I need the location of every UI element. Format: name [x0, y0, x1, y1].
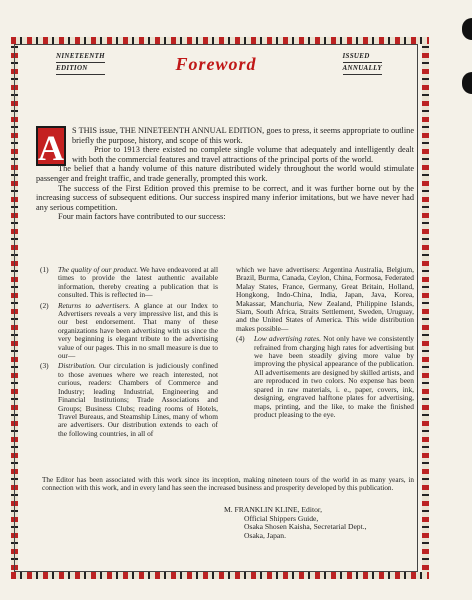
- signature-line: Official Shippers Guide,: [244, 513, 319, 523]
- left-column: [40, 266, 218, 440]
- intro-paragraph: Four main factors have contributed to our success:: [58, 212, 226, 222]
- list-item: (2) Returns to advertisers. A glance at our Index to Advertisers reveals a very impressive list, and this is our best endorsement. That many of these organizations have been advertising with us since the very beginning is elegant tribute to the advertising value of our pages. This in no small measure is due to our—: [40, 300, 218, 361]
- edition-label: NINETEENTH EDITION: [56, 52, 105, 76]
- list-item: (3) Distribution. Our circulation is judiciously confined to those avenues where we reach interested, not curious, readers: Chambers of Commerce and Industry; leading Industrial, Engineering and Financial Institutions; Trade Associations and Groups; Business Clubs; reading rooms of Hotels, Travel Bureaus, and Steamship Lines, many of whom are advertisers. Our distribution extends to each of the following countries, in all of: [40, 361, 218, 438]
- page-header: [22, 48, 410, 80]
- intro-paragraph: The belief that a handy volume of this nature distributed widely throughout the world would stimulate passenger and freight traffic, and trade generally, prompted this work.: [36, 164, 414, 183]
- binder-tab-mark: [462, 72, 472, 94]
- editor-name: M. FRANKLIN KLINE, Editor,: [224, 505, 322, 514]
- binder-tab-mark: [462, 18, 472, 40]
- intro-text: [36, 126, 414, 222]
- dropcap-letter: A: [38, 128, 64, 168]
- intro-paragraph: The success of the First Edition proved this premise to be correct, and it was further borne out by the increasing success of subsequent editions. Our success inspired many inferior imitations, but we have never had any serious competition.: [36, 183, 414, 212]
- issue-label: ISSUED ANNUALLY: [343, 52, 382, 76]
- intro-paragraph: Prior to 1913 there existed no complete single volume that adequately and intelligently dealt with both the commercial features and travel attractions of the principal ports of the world.: [72, 145, 414, 164]
- signature-line: Osaka, Japan.: [244, 530, 286, 540]
- page-title: Foreword: [175, 54, 257, 74]
- intro-paragraph: S THIS issue, THE NINETEENTH ANNUAL EDITION, goes to press, it seems appropriate to outline briefly the purpose, history, and scope of this work.: [72, 126, 414, 145]
- countries-continuation: which we have advertisers: Argentina Australia, Belgium, Brazil, Burma, Canada, Ceylon, China, Formosa, Federated Malay States, France, Germany, Great Britain, Holland, Hongkong, Indo-China, India, Japan, Java, Korea, Makassar, Manchuria, New Zealand, Philippine Islands, Siam, South Africa, Straits Settlement, Sweden, Uruguay, and the United States of America. This wide distribution makes possible—: [236, 265, 414, 333]
- editor-note: The Editor has been associated with this work since its inception, making nineteen tours of the world in as many years, in connection with this work, and in every land has seen the increased business and prosperity developed by this publication.: [42, 476, 414, 493]
- list-item: (1) The quality of our product. We have endeavored at all times to provide the latest authentic available information, thereby creating a publication that is consulted. This is reflected in—: [40, 265, 219, 300]
- right-column: [236, 266, 414, 421]
- signature-line: Osaka Shosen Kaisha, Secretarial Dept.,: [244, 522, 367, 532]
- list-item: (4) Low advertising rates. Not only have we consistently refrained from charging high rates for advertising but we have been steadily giving more value by improving the physical appearance of the publication. All advertisements are designed by skilled artists, and are reproduced in two colors. No expense has been spared in raw materials, i. e., paper, covers, ink, designing, engraved halftone plates for advertising, maps, printing, and the like, to make the finished product pleasing to the eye.: [236, 334, 414, 419]
- signature-block: [224, 506, 367, 540]
